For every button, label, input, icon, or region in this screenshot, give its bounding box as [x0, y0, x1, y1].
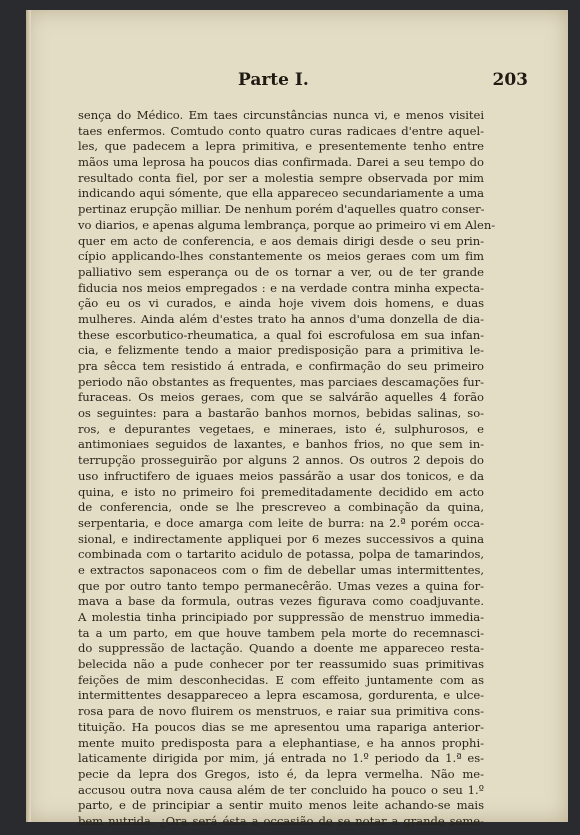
text-line: combinada com o tartarito acidulo de potassa, polpa de tamarindos,	[78, 547, 484, 562]
text-line: cípio applicando-lhes constantemente os meios geraes com um fim	[78, 249, 484, 264]
text-line: serpentaria, e doce amarga com leite de burra: na 2.ª porém occa-	[78, 515, 484, 530]
text-line: rosa para de novo fluirem os menstruos, e raiar sua primitiva cons-	[78, 704, 484, 719]
text-line: accusou outra nova causa além de ter concluido ha pouco o seu 1.º	[78, 782, 484, 797]
text-line: pertinaz erupção milliar. De nenhum porém d'aquelles quatro conser-	[78, 202, 485, 217]
text-line: resultado conta fiel, por ser a molestia sempre observada por mim	[78, 170, 484, 185]
text-line: e extractos saponaceos com o fim de debellar umas intermittentes,	[78, 562, 484, 577]
text-line: ção eu os vi curados, e ainda hoje vivem dois homens, e duas	[78, 296, 484, 311]
body-text	[78, 108, 496, 830]
text-line: palliativo sem esperança ou de os tornar a ver, ou de ter grande	[78, 264, 484, 279]
text-line: mente muito predisposta para a elephantiase, e ha annos prophi-	[78, 735, 484, 750]
text-line: ta a um parto, em que houve tambem pela morte do recemnasci-	[78, 625, 484, 640]
text-line: quina, e isto no primeiro foi premeditadamente decidido em acto	[78, 484, 484, 499]
text-line: do suppressão de lactação. Quando a doente me appareceo resta-	[78, 641, 484, 656]
text-line: uso infructifero de iguaes meios passárão a usar dos tonicos, e da	[78, 468, 484, 483]
text-line: mulheres. Ainda além d'estes trato ha annos d'uma donzella de dia-	[78, 311, 484, 326]
text-line: ros, e depurantes vegetaes, e mineraes, isto é, sulphurosos, e	[78, 421, 484, 436]
text-line: les, que padecem a lepra primitiva, e presentemente tenho entre	[78, 139, 484, 154]
text-line: que por outro tanto tempo permanecêrão. Umas vezes a quina for-	[78, 578, 484, 593]
text-line: furaceas. Os meios geraes, com que se salvárão aquelles 4 forão	[78, 390, 484, 405]
text-line: antimoniaes seguidos de laxantes, e banhos frios, no que sem in-	[78, 437, 484, 452]
text-line: fiducia nos meios empregados : e na verdade contra minha expecta-	[78, 280, 484, 295]
text-line: indicando aqui sómente, que ella appareceo secundariamente a uma	[78, 186, 484, 201]
text-line: belecida não a pude conhecer por ter reassumido suas primitivas	[78, 657, 484, 672]
text-line: taes enfermos. Comtudo conto quatro curas radicaes d'entre aquel-	[78, 123, 484, 138]
text-line: feições de mim desconhecidas. E com effeito juntamente com as	[78, 672, 484, 687]
section-title: Parte I.	[238, 70, 309, 90]
text-line: intermittentes desappareceo a lepra escamosa, gordurenta, e ulce-	[78, 688, 484, 703]
text-line: terrupção prosseguirão por alguns 2 annos. Os outros 2 depois do	[78, 453, 484, 468]
text-line: tituição. Ha poucos dias se me apresentou uma rapariga anterior-	[78, 719, 484, 734]
text-line: cia, e felizmente tendo a maior predisposição para a primitiva le-	[78, 343, 484, 358]
text-line: sional, e indirectamente appliquei por 6 mezes successivos a quina	[78, 531, 484, 546]
page-number: 203	[492, 70, 528, 90]
text-line: mava a base da formula, outras vezes figurava como coadjuvante.	[78, 594, 484, 609]
text-line: A molestia tinha principiado por suppressão de menstruo immedia-	[78, 610, 484, 624]
text-line: os seguintes: para a bastarão banhos mornos, bebidas salinas, so-	[78, 406, 484, 421]
text-line: mãos uma leprosa ha poucos dias confirmada. Darei a seu tempo do	[78, 155, 484, 170]
text-line: de conferencia, onde se lhe prescreveo a combinação da quina,	[78, 500, 484, 515]
running-head	[26, 70, 568, 98]
text-line: parto, e de principiar a sentir muito menos leite achando-se mais	[78, 798, 484, 813]
page-binding-edge	[26, 10, 31, 822]
text-line: these escorbutico-rheumatica, a qual foi escrofulosa em sua infan-	[78, 327, 484, 342]
text-line: pra sêcca tem resistido á entrada, e confirmação do seu primeiro	[78, 359, 484, 373]
text-line: bem nutrida. ¿Ora será ésta a occasião de se notar a grande seme-	[78, 813, 484, 828]
text-line: laticamente dirigida por mim, já entrada no 1.º periodo da 1.ª es-	[78, 751, 484, 766]
text-line: quer em acto de conferencia, e aos demais dirigi desde o seu prin-	[78, 233, 484, 248]
text-line: sença do Médico. Em taes circunstâncias nunca vi, e menos visitei	[78, 108, 484, 122]
text-line: vo diarios, e apenas alguma lembrança, porque ao primeiro vi em Alen-	[78, 217, 496, 232]
text-line: periodo não obstantes as frequentes, mas parciaes descamações fur-	[78, 374, 484, 389]
text-line: pecie da lepra dos Gregos, isto é, da lepra vermelha. Não me-	[78, 766, 484, 781]
book-page	[26, 10, 568, 828]
